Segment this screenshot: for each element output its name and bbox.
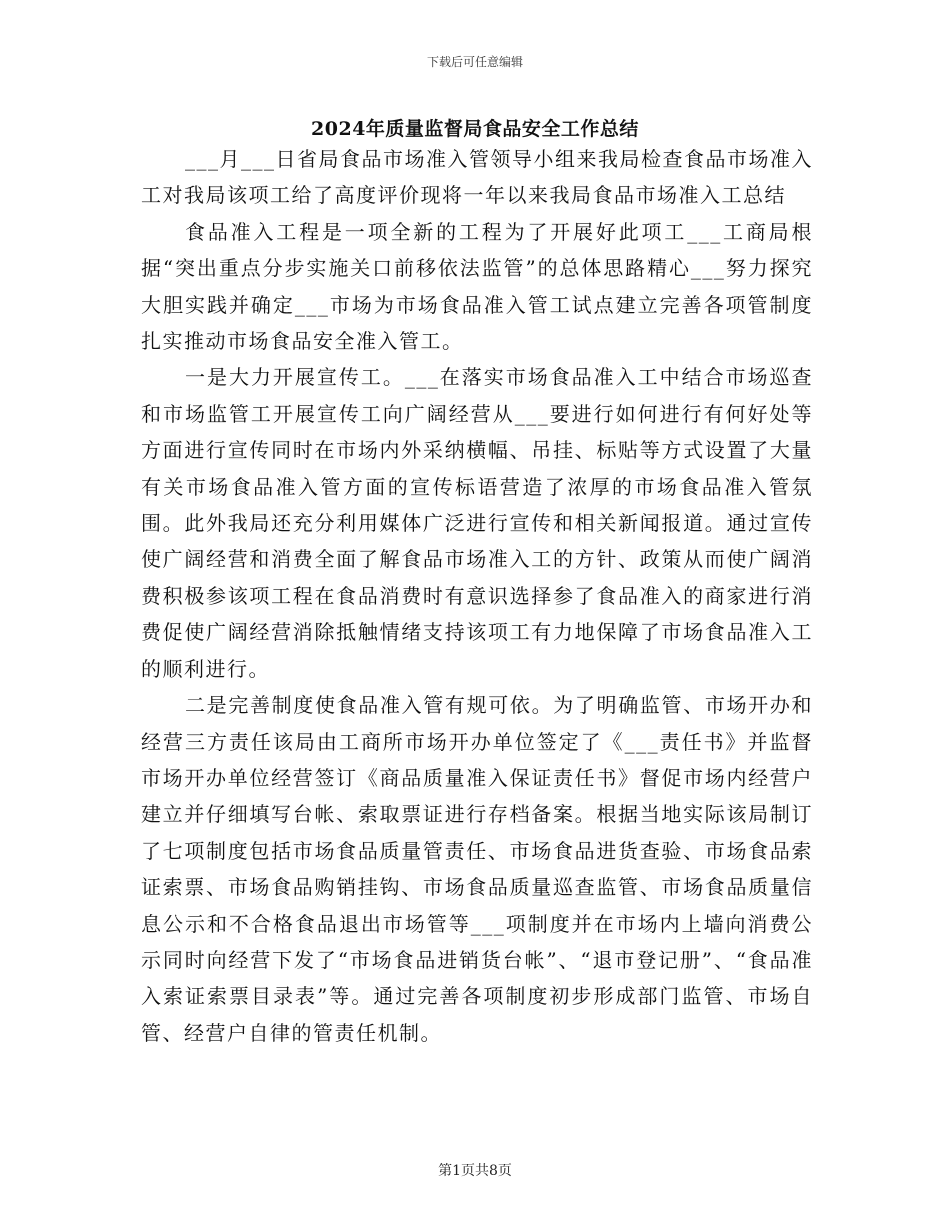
paragraph-overview: 食品准入工程是一项全新的工程为了开展好此项工___工商局根据“突出重点分步实施关口前移依法监管”的总体思路精心___努力探究大胆实践并确定___市场为市场食品准入管工试点建立完善各项管制度扎实推动市场食品安全准入管工。: [141, 219, 813, 354]
document-body: [141, 141, 813, 1051]
paragraph-regulations: 二是完善制度使食品准入管有规可依。为了明确监管、市场开办和经营三方责任该局由工商所市场开办单位签定了《___责任书》并监督市场开办单位经营签订《商品质量准入保证责任书》督促市场内经营户建立并仔细填写台帐、索取票证进行存档备案。根据当地实际该局制订了七项制度包括市场食品质量管责任、市场食品进货查验、市场食品索证索票、市场食品购销挂钩、市场食品质量巡查监管、市场食品质量信息公示和不合格食品退出市场管等___项制度并在市场内上墙向消费公示同时向经营下发了“市场食品进销货台帐”、“退市登记册”、“食品准入索证索票目录表”等。通过完善各项制度初步形成部门监管、市场自管、经营户自律的管责任机制。: [141, 693, 813, 1045]
paragraph-publicity: 一是大力开展宣传工。___在落实市场食品准入工中结合市场巡查和市场监管工开展宣传工向广阔经营从___要进行如何进行有何好处等方面进行宣传同时在市场内外采纳横幅、吊挂、标贴等方式设置了大量有关市场食品准入管方面的宣传标语营造了浓厚的市场食品准入管氛围。此外我局还充分利用媒体广泛进行宣传和相关新闻报道。通过宣传使广阔经营和消费全面了解食品市场准入工的方针、政策从而使广阔消费积极参该项工程在食品消费时有意识选择参了食品准入的商家进行消费促使广阔经营消除抵触情绪支持该项工有力地保障了市场食品准入工的顺利进行。: [141, 365, 813, 681]
header-note: 下载后可任意编辑: [426, 55, 523, 69]
paragraph-intro: ___月___日省局食品市场准入管领导小组来我局检查食品市场准入工对我局该项工给了高度评价现将一年以来我局食品市场准入工总结: [141, 147, 813, 208]
document-title: 2024年质量监督局食品安全工作总结: [311, 118, 639, 140]
page-indicator: 第1页共8页: [438, 1163, 512, 1179]
